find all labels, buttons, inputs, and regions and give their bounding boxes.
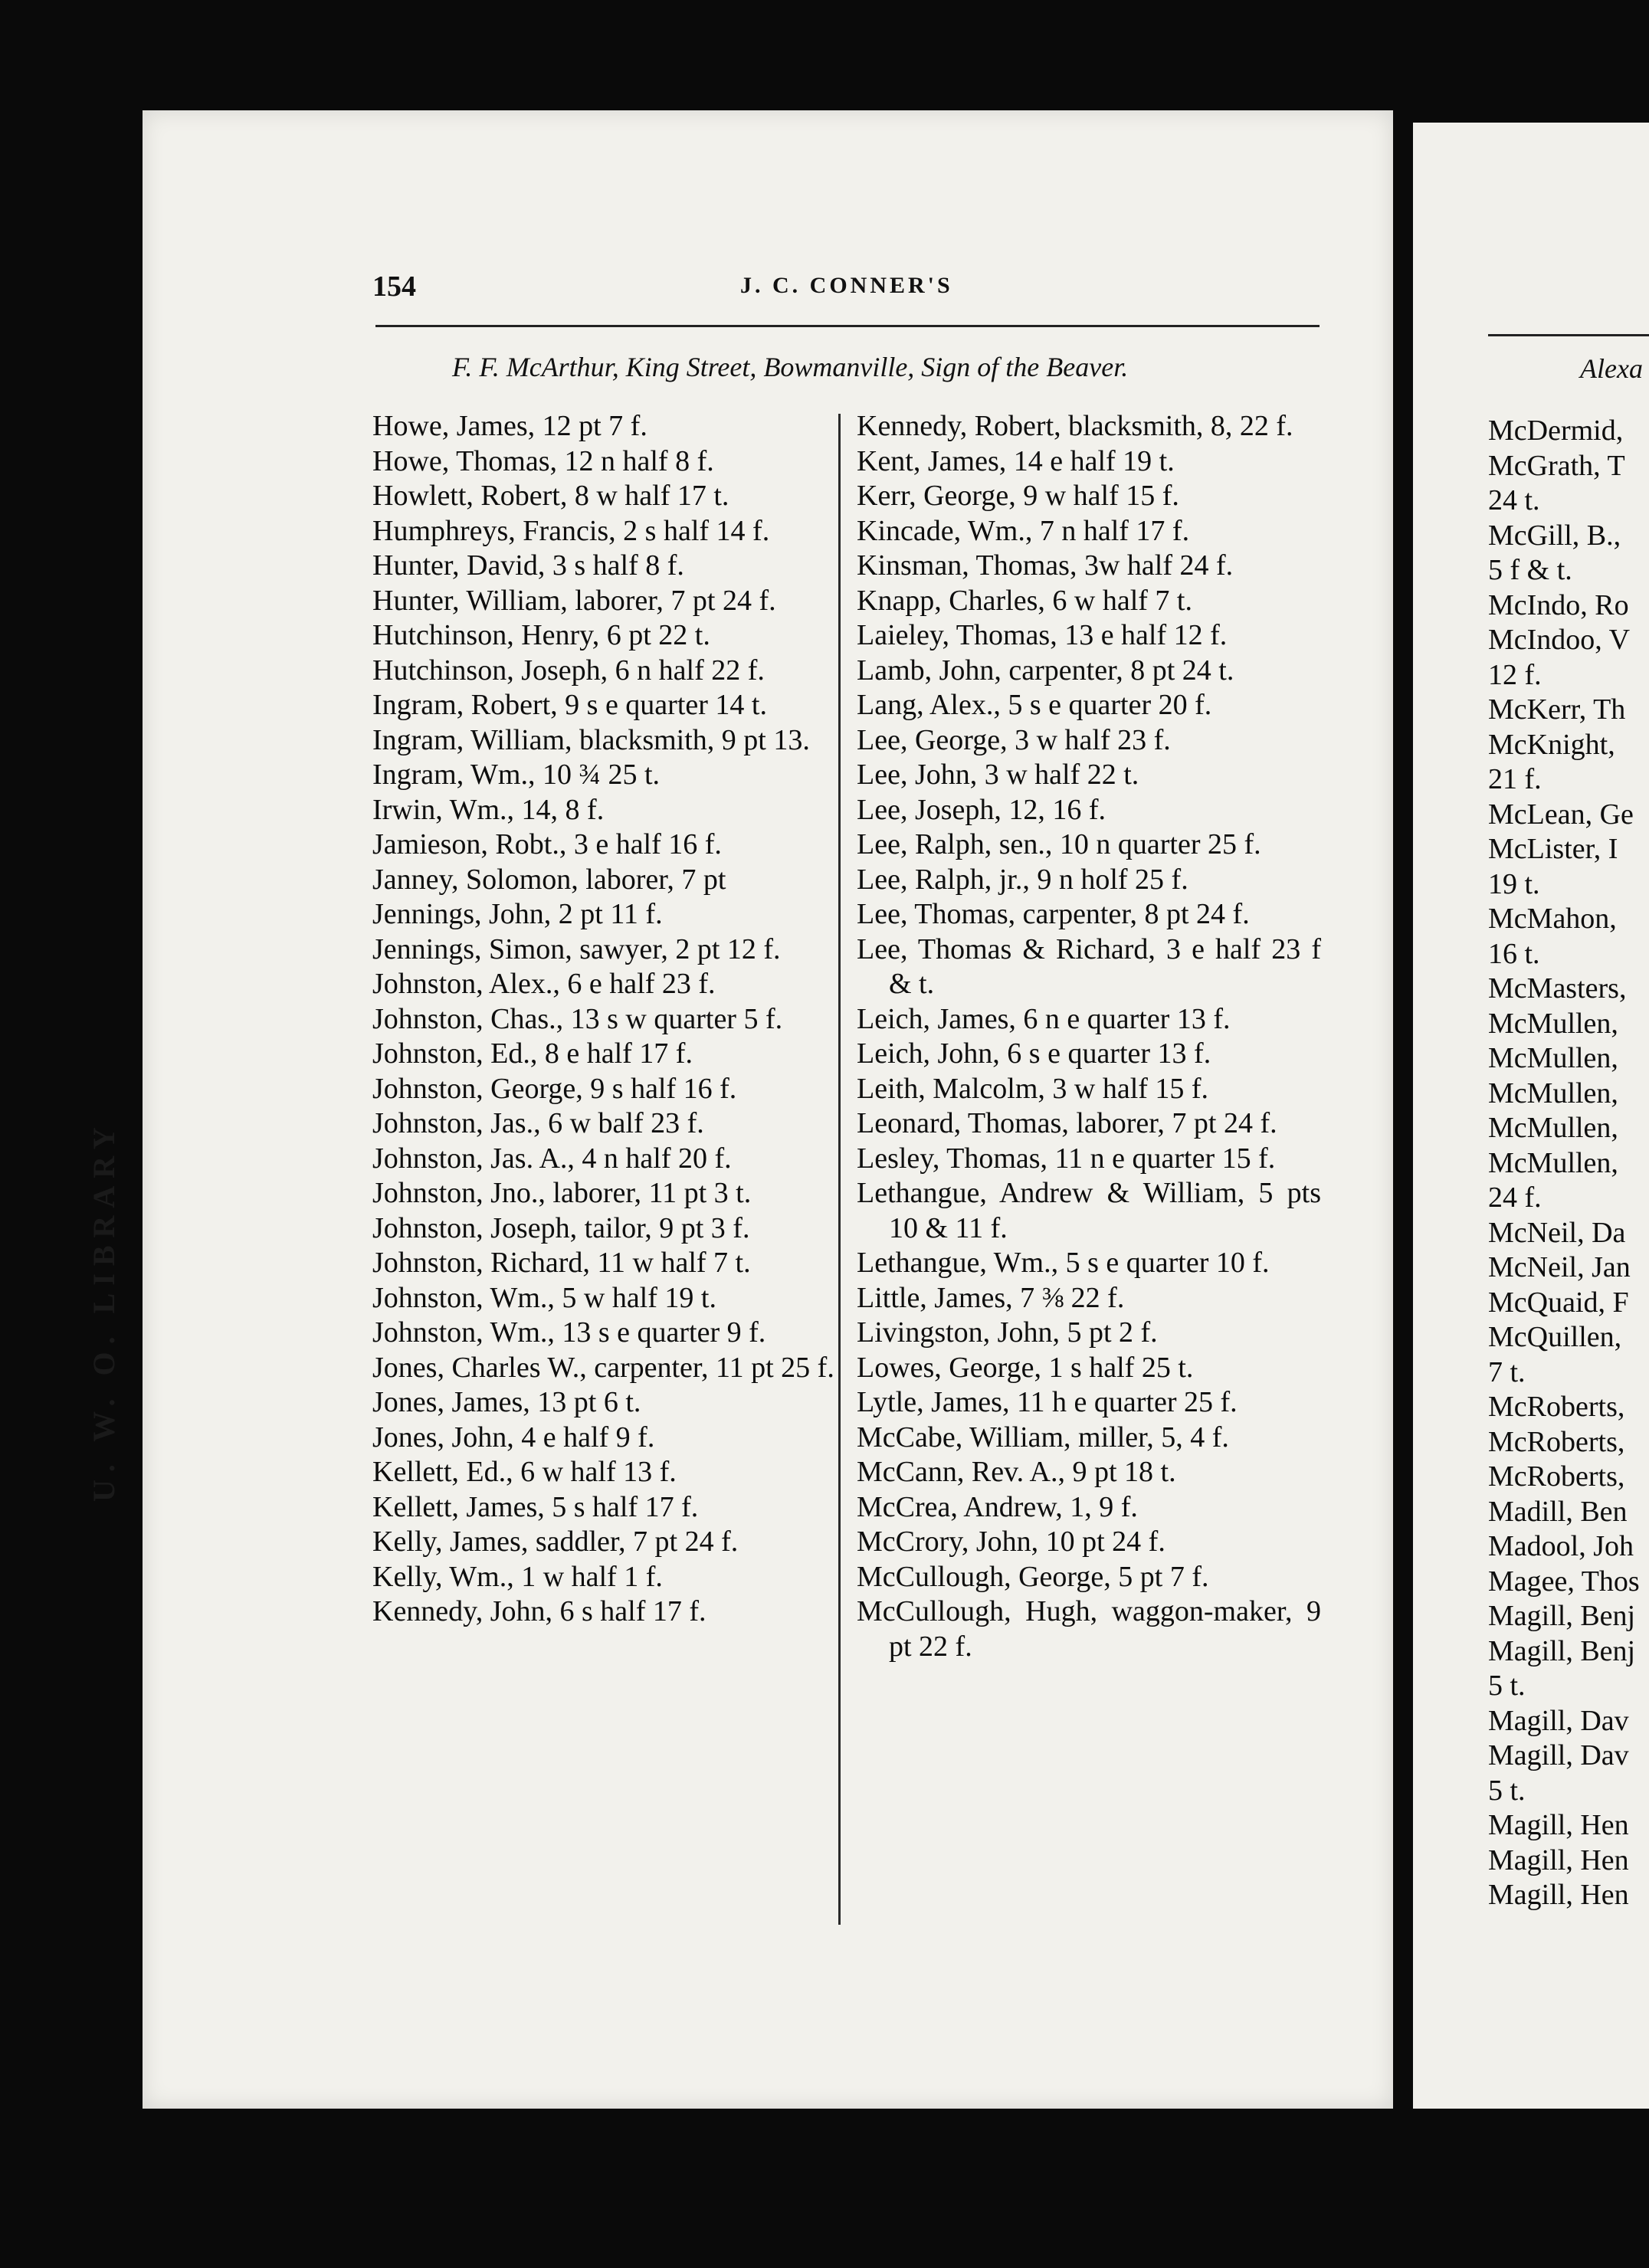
directory-entry: Livingston, John, 5 pt 2 f. (857, 1316, 1158, 1349)
directory-entry: McLister, I (1488, 833, 1618, 865)
directory-entry: 21 f. (1488, 763, 1542, 795)
page-number: 154 (372, 270, 416, 303)
directory-entry: McMullen, (1488, 1146, 1618, 1179)
directory-entry: Kerr, George, 9 w half 15 f. (857, 480, 1179, 512)
directory-entry: McCann, Rev. A., 9 pt 18 t. (857, 1456, 1176, 1488)
directory-entry: McMullen, (1488, 1007, 1618, 1040)
directory-entry: Lang, Alex., 5 s e quarter 20 f. (857, 689, 1212, 721)
header-rule (375, 325, 1320, 327)
directory-entry: Johnston, Ed., 8 e half 17 f. (372, 1037, 693, 1070)
directory-entry: Leich, John, 6 s e quarter 13 f. (857, 1037, 1211, 1070)
directory-entry: Magill, Benj (1488, 1600, 1636, 1632)
directory-entry: Howe, James, 12 pt 7 f. (372, 410, 647, 442)
directory-entry: Jones, Charles W., carpenter, 11 pt 25 f. (372, 1351, 834, 1384)
directory-entry: Magill, Hen (1488, 1844, 1629, 1876)
directory-entry: Kellett, Ed., 6 w half 13 f. (372, 1456, 677, 1488)
directory-entry: McGrath, T (1488, 449, 1625, 482)
directory-entry: McGill, B., (1488, 519, 1621, 552)
directory-entry: Kinsman, Thomas, 3w half 24 f. (857, 549, 1234, 582)
directory-entry: Magee, Thos (1488, 1565, 1640, 1598)
directory-entry: Jones, John, 4 e half 9 f. (372, 1421, 655, 1454)
directory-entry: Kent, James, 14 e half 19 t. (857, 444, 1175, 477)
directory-entry: Leonard, Thomas, laborer, 7 pt 24 f. (857, 1107, 1277, 1139)
directory-entry: Johnston, Alex., 6 e half 23 f. (372, 968, 716, 1000)
library-stamp: U. W. O. LIBRARY (87, 1119, 121, 1502)
directory-entry: Kennedy, John, 6 s half 17 f. (372, 1595, 706, 1627)
directory-entry: 5 t. (1488, 1670, 1526, 1702)
advert-line: F. F. McArthur, King Street, Bowmanville, Sign of the Beaver. (452, 352, 1129, 382)
directory-entry: McQuillen, (1488, 1321, 1622, 1353)
directory-entry: 16 t. (1488, 937, 1540, 970)
directory-entry: Ingram, William, blacksmith, 9 pt 13. (372, 723, 810, 756)
directory-entry: 5 f & t. (1488, 554, 1572, 586)
directory-entry: Magill, Hen (1488, 1809, 1629, 1841)
directory-entry: Kennedy, Robert, blacksmith, 8, 22 f. (857, 410, 1293, 442)
directory-entry: Hunter, William, laborer, 7 pt 24 f. (372, 584, 776, 617)
directory-entry: 7 t. (1488, 1355, 1526, 1388)
column-divider (838, 414, 841, 1925)
directory-entry: Madool, Joh (1488, 1530, 1634, 1562)
directory-entry: Little, James, 7 ⅜ 22 f. (857, 1281, 1125, 1314)
directory-entry: Johnston, Jas. A., 4 n half 20 f. (372, 1142, 732, 1175)
directory-entry: Jennings, John, 2 pt 11 f. (372, 898, 663, 930)
directory-entry: McRoberts, (1488, 1425, 1625, 1458)
directory-entry: Johnston, Wm., 5 w half 19 t. (372, 1281, 716, 1314)
directory-entry: McNeil, Jan (1488, 1251, 1631, 1283)
directory-entry: McRoberts, (1488, 1460, 1625, 1493)
directory-entry: McCullough, George, 5 pt 7 f. (857, 1560, 1209, 1593)
directory-entry: Irwin, Wm., 14, 8 f. (372, 793, 605, 826)
directory-entry: Johnston, Chas., 13 s w quarter 5 f. (372, 1002, 783, 1035)
directory-entry: Janney, Solomon, laborer, 7 pt (372, 863, 726, 896)
directory-entry: Ingram, Wm., 10 ¾ 25 t. (372, 759, 661, 791)
directory-entry: McCrory, John, 10 pt 24 f. (857, 1526, 1165, 1558)
directory-entry: Lesley, Thomas, 11 n e quarter 15 f. (857, 1142, 1276, 1175)
directory-entry: Kincade, Wm., 7 n half 17 f. (857, 514, 1190, 547)
directory-entry: Kelly, Wm., 1 w half 1 f. (372, 1560, 663, 1593)
directory-entry: Hutchinson, Henry, 6 pt 22 t. (372, 619, 710, 651)
directory-entry: Jamieson, Robt., 3 e half 16 f. (372, 828, 722, 860)
right-column (857, 409, 1321, 1664)
directory-entry: Humphreys, Francis, 2 s half 14 f. (372, 514, 770, 547)
directory-entry: McCullough, Hugh, waggon-maker, 9 pt 22 f. (857, 1595, 1321, 1663)
directory-entry: Howlett, Robert, 8 w half 17 t. (372, 480, 729, 512)
directory-entry: Hutchinson, Joseph, 6 n half 22 f. (372, 654, 765, 687)
directory-entry: Lethangue, Wm., 5 s e quarter 10 f. (857, 1247, 1270, 1279)
next-page-edge (1413, 123, 1649, 2109)
directory-entry: 24 f. (1488, 1182, 1542, 1214)
directory-entry: Johnston, Joseph, tailor, 9 pt 3 f. (372, 1211, 750, 1244)
directory-entry: Leich, James, 6 n e quarter 13 f. (857, 1002, 1231, 1035)
directory-entry: Magill, Dav (1488, 1704, 1629, 1737)
directory-entry: Knapp, Charles, 6 w half 7 t. (857, 584, 1192, 617)
next-page-rule (1488, 334, 1649, 336)
directory-entry: Johnston, Jas., 6 w balf 23 f. (372, 1107, 704, 1139)
directory-entry: Magill, Hen (1488, 1879, 1629, 1911)
directory-entry: 24 t. (1488, 484, 1540, 516)
directory-entry: Jennings, Simon, sawyer, 2 pt 12 f. (372, 932, 781, 965)
directory-entry: Johnston, George, 9 s half 16 f. (372, 1072, 737, 1105)
directory-entry: McDermid, (1488, 415, 1624, 447)
directory-entry: Leith, Malcolm, 3 w half 15 f. (857, 1072, 1209, 1105)
directory-entry: McLean, Ge (1488, 798, 1634, 831)
directory-entry: McMullen, (1488, 1077, 1618, 1109)
directory-entry: Magill, Benj (1488, 1634, 1636, 1667)
next-page-advert: Alexa (1580, 353, 1643, 384)
directory-entry: McKnight, (1488, 728, 1615, 761)
directory-entry: Lee, George, 3 w half 23 f. (857, 723, 1171, 756)
directory-entry: Lee, Thomas & Richard, 3 e half 23 f & t. (857, 932, 1321, 1000)
directory-entry: Laieley, Thomas, 13 e half 12 f. (857, 619, 1228, 651)
directory-entry: Magill, Dav (1488, 1739, 1629, 1771)
directory-entry: Madill, Ben (1488, 1495, 1628, 1528)
directory-entry: Lee, Ralph, sen., 10 n quarter 25 f. (857, 828, 1261, 860)
left-column (372, 409, 837, 1630)
directory-entry: Johnston, Richard, 11 w half 7 t. (372, 1247, 751, 1279)
directory-entry: McIndoo, V (1488, 624, 1631, 656)
directory-entry: 5 t. (1488, 1774, 1526, 1807)
directory-entry: McNeil, Da (1488, 1216, 1626, 1249)
directory-entry: Lamb, John, carpenter, 8 pt 24 t. (857, 654, 1234, 687)
directory-entry: McRoberts, (1488, 1391, 1625, 1423)
running-head: J. C. CONNER'S (740, 273, 953, 298)
directory-entry: 12 f. (1488, 658, 1542, 691)
directory-entry: McCabe, William, miller, 5, 4 f. (857, 1421, 1229, 1454)
directory-entry: McCrea, Andrew, 1, 9 f. (857, 1490, 1138, 1523)
directory-entry: Lee, Thomas, carpenter, 8 pt 24 f. (857, 898, 1250, 930)
directory-entry: Howe, Thomas, 12 n half 8 f. (372, 444, 714, 477)
directory-entry: Lytle, James, 11 h e quarter 25 f. (857, 1386, 1238, 1418)
directory-entry: Ingram, Robert, 9 s e quarter 14 t. (372, 689, 767, 721)
directory-entry: Lee, Joseph, 12, 16 f. (857, 793, 1106, 826)
directory-entry: McMullen, (1488, 1042, 1618, 1074)
directory-entry: McIndo, Ro (1488, 588, 1629, 621)
directory-entry: McMullen, (1488, 1112, 1618, 1144)
directory-entry: Hunter, David, 3 s half 8 f. (372, 549, 684, 582)
directory-entry: McMasters, (1488, 972, 1627, 1005)
directory-entry: McMahon, (1488, 903, 1617, 935)
directory-entry: Lee, Ralph, jr., 9 n holf 25 f. (857, 863, 1188, 896)
directory-entry: McKerr, Th (1488, 693, 1626, 726)
next-page-column (1488, 414, 1640, 1913)
directory-entry: McQuaid, F (1488, 1286, 1629, 1319)
directory-entry: Lee, John, 3 w half 22 t. (857, 759, 1139, 791)
directory-entry: Johnston, Jno., laborer, 11 pt 3 t. (372, 1177, 752, 1209)
directory-entry: Lowes, George, 1 s half 25 t. (857, 1351, 1194, 1384)
directory-entry: 19 t. (1488, 867, 1540, 900)
directory-entry: Jones, James, 13 pt 6 t. (372, 1386, 641, 1418)
directory-entry: Johnston, Wm., 13 s e quarter 9 f. (372, 1316, 766, 1349)
directory-entry: Kelly, James, saddler, 7 pt 24 f. (372, 1526, 739, 1558)
directory-entry: Kellett, James, 5 s half 17 f. (372, 1490, 699, 1523)
directory-entry: Lethangue, Andrew & William, 5 pts 10 & 11 f. (857, 1177, 1321, 1244)
